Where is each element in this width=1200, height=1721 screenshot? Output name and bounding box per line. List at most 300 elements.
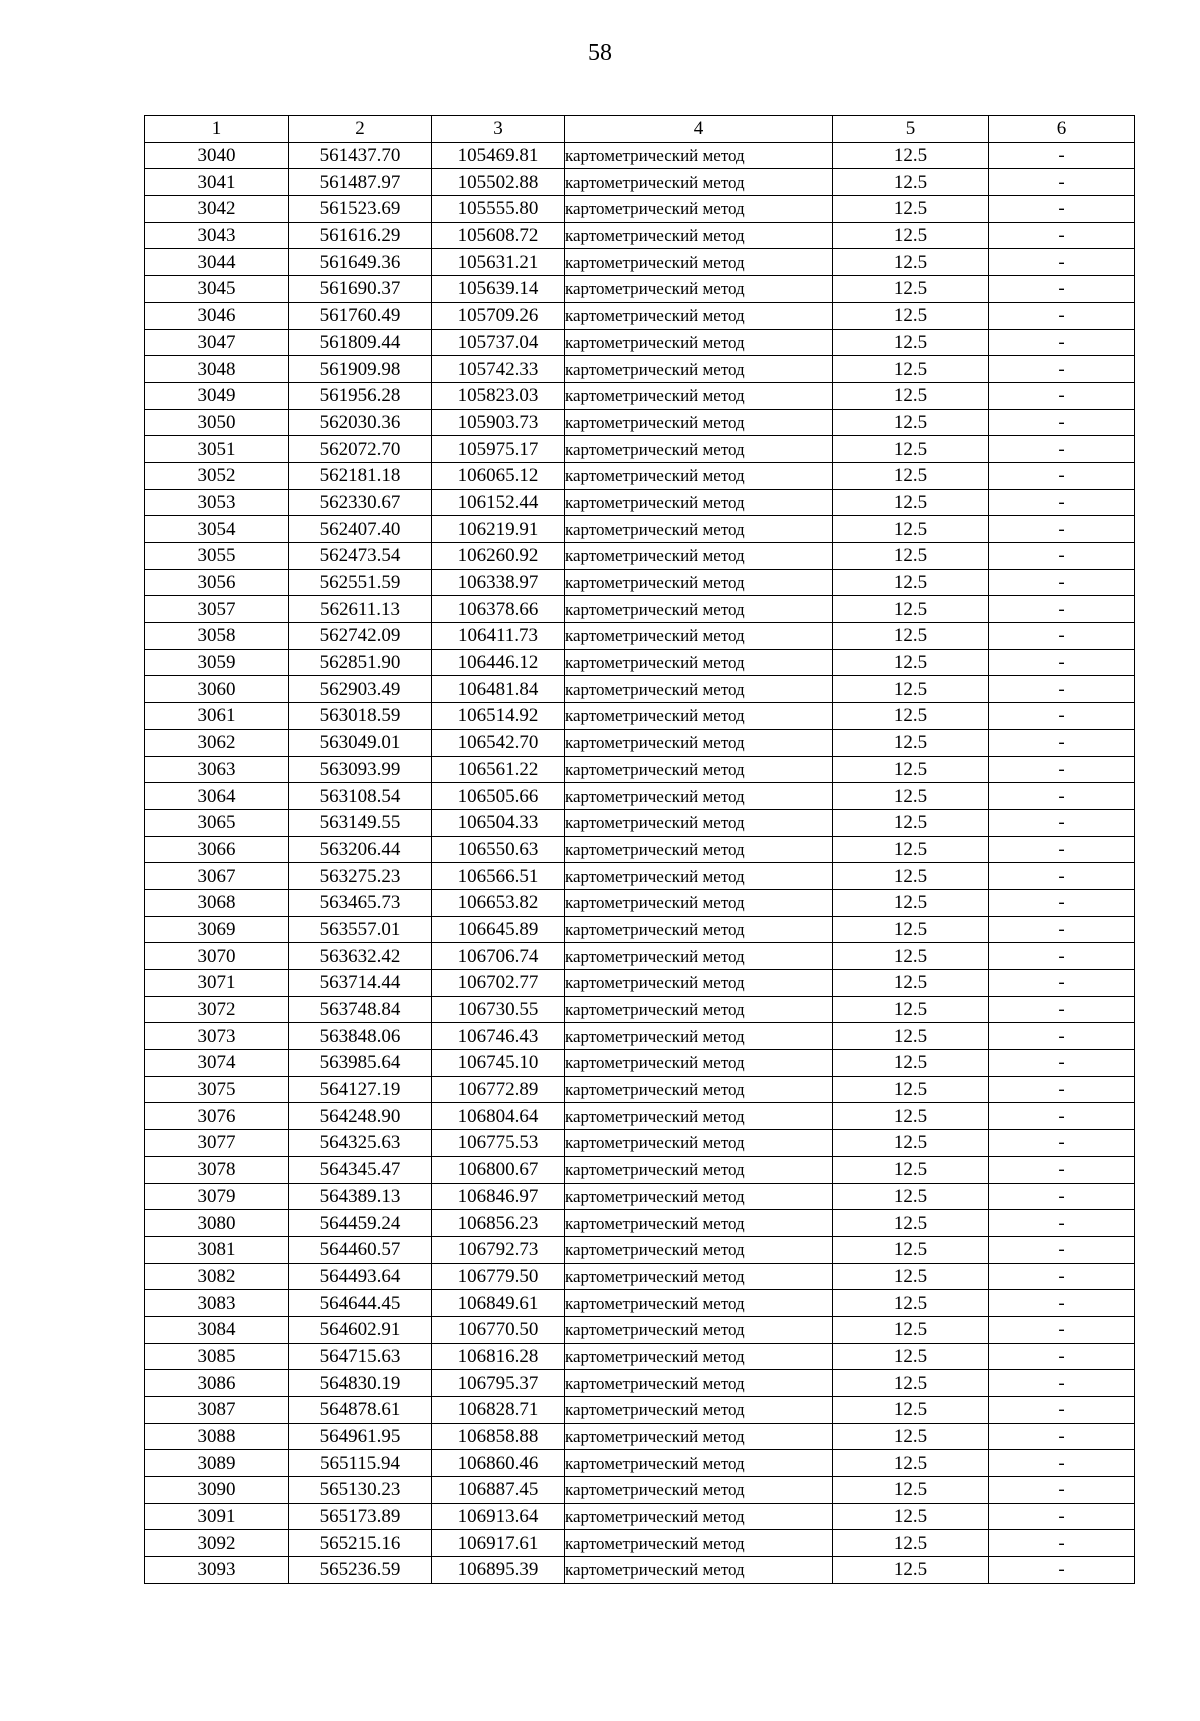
table-row bbox=[145, 543, 1135, 570]
cell-method: картометрический метод bbox=[565, 809, 833, 836]
cell-accuracy: 12.5 bbox=[833, 809, 989, 836]
cell-y-coordinate: 106887.45 bbox=[432, 1477, 565, 1504]
cell-point-number: 3070 bbox=[145, 943, 289, 970]
cell-x-coordinate: 562742.09 bbox=[289, 623, 432, 650]
cell-point-number: 3059 bbox=[145, 649, 289, 676]
cell-y-coordinate: 106561.22 bbox=[432, 756, 565, 783]
table-row bbox=[145, 1530, 1135, 1557]
cell-method: картометрический метод bbox=[565, 1503, 833, 1530]
cell-x-coordinate: 563108.54 bbox=[289, 783, 432, 810]
cell-y-coordinate: 105903.73 bbox=[432, 409, 565, 436]
cell-y-coordinate: 106800.67 bbox=[432, 1156, 565, 1183]
table-row bbox=[145, 1263, 1135, 1290]
cell-x-coordinate: 564830.19 bbox=[289, 1370, 432, 1397]
cell-y-coordinate: 105639.14 bbox=[432, 276, 565, 303]
cell-note: - bbox=[989, 436, 1135, 463]
cell-method: картометрический метод bbox=[565, 863, 833, 890]
cell-x-coordinate: 563018.59 bbox=[289, 703, 432, 730]
cell-accuracy: 12.5 bbox=[833, 249, 989, 276]
cell-method: картометрический метод bbox=[565, 729, 833, 756]
cell-x-coordinate: 562181.18 bbox=[289, 462, 432, 489]
cell-x-coordinate: 561487.97 bbox=[289, 169, 432, 196]
cell-method: картометрический метод bbox=[565, 409, 833, 436]
cell-y-coordinate: 106860.46 bbox=[432, 1450, 565, 1477]
cell-point-number: 3055 bbox=[145, 543, 289, 570]
cell-point-number: 3061 bbox=[145, 703, 289, 730]
cell-point-number: 3069 bbox=[145, 916, 289, 943]
cell-point-number: 3084 bbox=[145, 1316, 289, 1343]
cell-method: картометрический метод bbox=[565, 1557, 833, 1584]
cell-method: картометрический метод bbox=[565, 1397, 833, 1424]
table-header-row bbox=[145, 116, 1135, 143]
cell-method: картометрический метод bbox=[565, 836, 833, 863]
cell-x-coordinate: 563748.84 bbox=[289, 996, 432, 1023]
cell-y-coordinate: 106706.74 bbox=[432, 943, 565, 970]
cell-accuracy: 12.5 bbox=[833, 382, 989, 409]
cell-y-coordinate: 106260.92 bbox=[432, 543, 565, 570]
table-row bbox=[145, 863, 1135, 890]
table-row bbox=[145, 1236, 1135, 1263]
column-header-2: 2 bbox=[289, 116, 432, 143]
cell-method: картометрический метод bbox=[565, 356, 833, 383]
table-row bbox=[145, 329, 1135, 356]
cell-point-number: 3053 bbox=[145, 489, 289, 516]
cell-note: - bbox=[989, 356, 1135, 383]
cell-y-coordinate: 106542.70 bbox=[432, 729, 565, 756]
cell-y-coordinate: 105975.17 bbox=[432, 436, 565, 463]
cell-point-number: 3048 bbox=[145, 356, 289, 383]
cell-note: - bbox=[989, 916, 1135, 943]
cell-note: - bbox=[989, 302, 1135, 329]
table-row bbox=[145, 729, 1135, 756]
cell-point-number: 3091 bbox=[145, 1503, 289, 1530]
cell-y-coordinate: 105502.88 bbox=[432, 169, 565, 196]
cell-x-coordinate: 562851.90 bbox=[289, 649, 432, 676]
cell-method: картометрический метод bbox=[565, 1423, 833, 1450]
table-row bbox=[145, 970, 1135, 997]
table-row bbox=[145, 222, 1135, 249]
cell-y-coordinate: 106917.61 bbox=[432, 1530, 565, 1557]
cell-y-coordinate: 106856.23 bbox=[432, 1210, 565, 1237]
cell-y-coordinate: 105709.26 bbox=[432, 302, 565, 329]
cell-accuracy: 12.5 bbox=[833, 543, 989, 570]
cell-x-coordinate: 565173.89 bbox=[289, 1503, 432, 1530]
cell-y-coordinate: 106550.63 bbox=[432, 836, 565, 863]
cell-note: - bbox=[989, 1263, 1135, 1290]
cell-point-number: 3071 bbox=[145, 970, 289, 997]
cell-method: картометрический метод bbox=[565, 1050, 833, 1077]
cell-x-coordinate: 562330.67 bbox=[289, 489, 432, 516]
cell-y-coordinate: 106645.89 bbox=[432, 916, 565, 943]
cell-method: картометрический метод bbox=[565, 302, 833, 329]
table-row bbox=[145, 249, 1135, 276]
cell-accuracy: 12.5 bbox=[833, 1023, 989, 1050]
cell-accuracy: 12.5 bbox=[833, 1423, 989, 1450]
cell-note: - bbox=[989, 1397, 1135, 1424]
cell-note: - bbox=[989, 382, 1135, 409]
column-header-6: 6 bbox=[989, 116, 1135, 143]
cell-x-coordinate: 563093.99 bbox=[289, 756, 432, 783]
cell-accuracy: 12.5 bbox=[833, 916, 989, 943]
cell-accuracy: 12.5 bbox=[833, 276, 989, 303]
cell-method: картометрический метод bbox=[565, 1343, 833, 1370]
cell-x-coordinate: 563714.44 bbox=[289, 970, 432, 997]
cell-point-number: 3063 bbox=[145, 756, 289, 783]
cell-note: - bbox=[989, 462, 1135, 489]
cell-note: - bbox=[989, 1210, 1135, 1237]
cell-method: картометрический метод bbox=[565, 889, 833, 916]
cell-note: - bbox=[989, 836, 1135, 863]
cell-y-coordinate: 106846.97 bbox=[432, 1183, 565, 1210]
cell-point-number: 3041 bbox=[145, 169, 289, 196]
cell-note: - bbox=[989, 569, 1135, 596]
cell-point-number: 3049 bbox=[145, 382, 289, 409]
cell-accuracy: 12.5 bbox=[833, 1156, 989, 1183]
cell-method: картометрический метод bbox=[565, 516, 833, 543]
table-row bbox=[145, 596, 1135, 623]
column-header-4: 4 bbox=[565, 116, 833, 143]
cell-y-coordinate: 106795.37 bbox=[432, 1370, 565, 1397]
cell-x-coordinate: 563557.01 bbox=[289, 916, 432, 943]
cell-accuracy: 12.5 bbox=[833, 836, 989, 863]
cell-y-coordinate: 106219.91 bbox=[432, 516, 565, 543]
table-row bbox=[145, 1076, 1135, 1103]
cell-accuracy: 12.5 bbox=[833, 329, 989, 356]
cell-y-coordinate: 105608.72 bbox=[432, 222, 565, 249]
cell-y-coordinate: 105555.80 bbox=[432, 196, 565, 223]
cell-accuracy: 12.5 bbox=[833, 676, 989, 703]
cell-method: картометрический метод bbox=[565, 1290, 833, 1317]
cell-accuracy: 12.5 bbox=[833, 1210, 989, 1237]
cell-note: - bbox=[989, 1050, 1135, 1077]
cell-point-number: 3075 bbox=[145, 1076, 289, 1103]
cell-accuracy: 12.5 bbox=[833, 1557, 989, 1584]
cell-x-coordinate: 564127.19 bbox=[289, 1076, 432, 1103]
cell-note: - bbox=[989, 1130, 1135, 1157]
cell-y-coordinate: 106338.97 bbox=[432, 569, 565, 596]
cell-method: картометрический метод bbox=[565, 1183, 833, 1210]
cell-note: - bbox=[989, 196, 1135, 223]
cell-point-number: 3065 bbox=[145, 809, 289, 836]
cell-method: картометрический метод bbox=[565, 996, 833, 1023]
cell-x-coordinate: 565236.59 bbox=[289, 1557, 432, 1584]
cell-accuracy: 12.5 bbox=[833, 1450, 989, 1477]
cell-y-coordinate: 106775.53 bbox=[432, 1130, 565, 1157]
cell-accuracy: 12.5 bbox=[833, 1477, 989, 1504]
cell-accuracy: 12.5 bbox=[833, 943, 989, 970]
cell-point-number: 3057 bbox=[145, 596, 289, 623]
column-header-1: 1 bbox=[145, 116, 289, 143]
cell-note: - bbox=[989, 1156, 1135, 1183]
cell-method: картометрический метод bbox=[565, 623, 833, 650]
cell-note: - bbox=[989, 409, 1135, 436]
cell-method: картометрический метод bbox=[565, 1023, 833, 1050]
cell-x-coordinate: 565215.16 bbox=[289, 1530, 432, 1557]
cell-x-coordinate: 561437.70 bbox=[289, 142, 432, 169]
cell-x-coordinate: 564325.63 bbox=[289, 1130, 432, 1157]
cell-point-number: 3044 bbox=[145, 249, 289, 276]
cell-accuracy: 12.5 bbox=[833, 1263, 989, 1290]
cell-accuracy: 12.5 bbox=[833, 623, 989, 650]
table-row bbox=[145, 276, 1135, 303]
cell-point-number: 3043 bbox=[145, 222, 289, 249]
cell-note: - bbox=[989, 649, 1135, 676]
cell-accuracy: 12.5 bbox=[833, 409, 989, 436]
cell-y-coordinate: 106745.10 bbox=[432, 1050, 565, 1077]
cell-accuracy: 12.5 bbox=[833, 1183, 989, 1210]
cell-y-coordinate: 106504.33 bbox=[432, 809, 565, 836]
cell-x-coordinate: 561909.98 bbox=[289, 356, 432, 383]
table-row bbox=[145, 489, 1135, 516]
cell-note: - bbox=[989, 943, 1135, 970]
cell-note: - bbox=[989, 329, 1135, 356]
cell-accuracy: 12.5 bbox=[833, 356, 989, 383]
cell-y-coordinate: 106858.88 bbox=[432, 1423, 565, 1450]
column-header-3: 3 bbox=[432, 116, 565, 143]
table-row bbox=[145, 1050, 1135, 1077]
table-row bbox=[145, 1316, 1135, 1343]
cell-method: картометрический метод bbox=[565, 222, 833, 249]
cell-note: - bbox=[989, 276, 1135, 303]
cell-accuracy: 12.5 bbox=[833, 1130, 989, 1157]
cell-note: - bbox=[989, 863, 1135, 890]
cell-y-coordinate: 106913.64 bbox=[432, 1503, 565, 1530]
cell-point-number: 3046 bbox=[145, 302, 289, 329]
cell-point-number: 3047 bbox=[145, 329, 289, 356]
cell-point-number: 3076 bbox=[145, 1103, 289, 1130]
cell-x-coordinate: 563149.55 bbox=[289, 809, 432, 836]
cell-x-coordinate: 561809.44 bbox=[289, 329, 432, 356]
cell-accuracy: 12.5 bbox=[833, 1236, 989, 1263]
cell-method: картометрический метод bbox=[565, 1236, 833, 1263]
cell-y-coordinate: 106446.12 bbox=[432, 649, 565, 676]
cell-y-coordinate: 106849.61 bbox=[432, 1290, 565, 1317]
cell-x-coordinate: 564878.61 bbox=[289, 1397, 432, 1424]
cell-point-number: 3045 bbox=[145, 276, 289, 303]
cell-accuracy: 12.5 bbox=[833, 196, 989, 223]
cell-point-number: 3083 bbox=[145, 1290, 289, 1317]
table-row bbox=[145, 356, 1135, 383]
cell-method: картометрический метод bbox=[565, 649, 833, 676]
cell-y-coordinate: 106895.39 bbox=[432, 1557, 565, 1584]
cell-method: картометрический метод bbox=[565, 1263, 833, 1290]
cell-x-coordinate: 563206.44 bbox=[289, 836, 432, 863]
cell-note: - bbox=[989, 1370, 1135, 1397]
cell-y-coordinate: 106411.73 bbox=[432, 623, 565, 650]
table-row bbox=[145, 1210, 1135, 1237]
cell-method: картометрический метод bbox=[565, 462, 833, 489]
table-row bbox=[145, 1343, 1135, 1370]
cell-method: картометрический метод bbox=[565, 142, 833, 169]
cell-x-coordinate: 564715.63 bbox=[289, 1343, 432, 1370]
cell-method: картометрический метод bbox=[565, 276, 833, 303]
cell-x-coordinate: 564602.91 bbox=[289, 1316, 432, 1343]
cell-x-coordinate: 564248.90 bbox=[289, 1103, 432, 1130]
cell-method: картометрический метод bbox=[565, 382, 833, 409]
cell-y-coordinate: 106378.66 bbox=[432, 596, 565, 623]
cell-x-coordinate: 564459.24 bbox=[289, 1210, 432, 1237]
table-row bbox=[145, 996, 1135, 1023]
cell-x-coordinate: 563049.01 bbox=[289, 729, 432, 756]
cell-note: - bbox=[989, 1423, 1135, 1450]
table-row bbox=[145, 1156, 1135, 1183]
column-header-5: 5 bbox=[833, 116, 989, 143]
cell-accuracy: 12.5 bbox=[833, 756, 989, 783]
cell-point-number: 3068 bbox=[145, 889, 289, 916]
cell-x-coordinate: 561956.28 bbox=[289, 382, 432, 409]
cell-accuracy: 12.5 bbox=[833, 863, 989, 890]
cell-note: - bbox=[989, 1503, 1135, 1530]
cell-note: - bbox=[989, 1530, 1135, 1557]
cell-accuracy: 12.5 bbox=[833, 1316, 989, 1343]
cell-method: картометрический метод bbox=[565, 970, 833, 997]
cell-method: картометрический метод bbox=[565, 1156, 833, 1183]
table-row bbox=[145, 676, 1135, 703]
cell-accuracy: 12.5 bbox=[833, 596, 989, 623]
cell-point-number: 3080 bbox=[145, 1210, 289, 1237]
cell-x-coordinate: 561616.29 bbox=[289, 222, 432, 249]
cell-accuracy: 12.5 bbox=[833, 1050, 989, 1077]
cell-x-coordinate: 563465.73 bbox=[289, 889, 432, 916]
table-row bbox=[145, 943, 1135, 970]
cell-point-number: 3056 bbox=[145, 569, 289, 596]
cell-note: - bbox=[989, 809, 1135, 836]
cell-point-number: 3051 bbox=[145, 436, 289, 463]
table-row bbox=[145, 382, 1135, 409]
table-row bbox=[145, 836, 1135, 863]
cell-note: - bbox=[989, 1183, 1135, 1210]
cell-point-number: 3054 bbox=[145, 516, 289, 543]
cell-y-coordinate: 105469.81 bbox=[432, 142, 565, 169]
cell-point-number: 3085 bbox=[145, 1343, 289, 1370]
coordinates-table bbox=[144, 115, 1135, 1584]
cell-y-coordinate: 105737.04 bbox=[432, 329, 565, 356]
cell-note: - bbox=[989, 596, 1135, 623]
cell-method: картометрический метод bbox=[565, 1316, 833, 1343]
cell-method: картометрический метод bbox=[565, 703, 833, 730]
cell-accuracy: 12.5 bbox=[833, 1530, 989, 1557]
cell-x-coordinate: 562407.40 bbox=[289, 516, 432, 543]
cell-accuracy: 12.5 bbox=[833, 649, 989, 676]
cell-note: - bbox=[989, 970, 1135, 997]
cell-note: - bbox=[989, 1477, 1135, 1504]
table-row bbox=[145, 809, 1135, 836]
cell-note: - bbox=[989, 889, 1135, 916]
cell-y-coordinate: 105631.21 bbox=[432, 249, 565, 276]
cell-accuracy: 12.5 bbox=[833, 1370, 989, 1397]
table-body bbox=[145, 142, 1135, 1583]
table-row bbox=[145, 196, 1135, 223]
cell-x-coordinate: 562072.70 bbox=[289, 436, 432, 463]
cell-point-number: 3040 bbox=[145, 142, 289, 169]
cell-note: - bbox=[989, 1343, 1135, 1370]
table-row bbox=[145, 1477, 1135, 1504]
cell-y-coordinate: 106792.73 bbox=[432, 1236, 565, 1263]
cell-y-coordinate: 106804.64 bbox=[432, 1103, 565, 1130]
cell-note: - bbox=[989, 1557, 1135, 1584]
table-row bbox=[145, 1503, 1135, 1530]
cell-x-coordinate: 562473.54 bbox=[289, 543, 432, 570]
cell-note: - bbox=[989, 142, 1135, 169]
table-row bbox=[145, 1397, 1135, 1424]
cell-accuracy: 12.5 bbox=[833, 889, 989, 916]
cell-x-coordinate: 562030.36 bbox=[289, 409, 432, 436]
cell-note: - bbox=[989, 623, 1135, 650]
cell-point-number: 3067 bbox=[145, 863, 289, 890]
cell-note: - bbox=[989, 1290, 1135, 1317]
cell-accuracy: 12.5 bbox=[833, 489, 989, 516]
cell-point-number: 3086 bbox=[145, 1370, 289, 1397]
cell-y-coordinate: 106481.84 bbox=[432, 676, 565, 703]
table-row bbox=[145, 916, 1135, 943]
cell-method: картометрический метод bbox=[565, 249, 833, 276]
table-row bbox=[145, 302, 1135, 329]
cell-x-coordinate: 562551.59 bbox=[289, 569, 432, 596]
cell-x-coordinate: 563275.23 bbox=[289, 863, 432, 890]
table-row bbox=[145, 1103, 1135, 1130]
cell-x-coordinate: 564389.13 bbox=[289, 1183, 432, 1210]
table-row bbox=[145, 142, 1135, 169]
cell-accuracy: 12.5 bbox=[833, 1503, 989, 1530]
cell-method: картометрический метод bbox=[565, 943, 833, 970]
cell-x-coordinate: 561690.37 bbox=[289, 276, 432, 303]
cell-accuracy: 12.5 bbox=[833, 1343, 989, 1370]
cell-point-number: 3062 bbox=[145, 729, 289, 756]
cell-note: - bbox=[989, 249, 1135, 276]
cell-method: картометрический метод bbox=[565, 1477, 833, 1504]
cell-method: картометрический метод bbox=[565, 596, 833, 623]
cell-point-number: 3082 bbox=[145, 1263, 289, 1290]
table-row bbox=[145, 1423, 1135, 1450]
cell-note: - bbox=[989, 1076, 1135, 1103]
cell-y-coordinate: 105823.03 bbox=[432, 382, 565, 409]
table-row bbox=[145, 409, 1135, 436]
cell-note: - bbox=[989, 703, 1135, 730]
cell-x-coordinate: 562611.13 bbox=[289, 596, 432, 623]
cell-point-number: 3088 bbox=[145, 1423, 289, 1450]
cell-x-coordinate: 563848.06 bbox=[289, 1023, 432, 1050]
cell-y-coordinate: 106746.43 bbox=[432, 1023, 565, 1050]
cell-method: картометрический метод bbox=[565, 436, 833, 463]
cell-y-coordinate: 106779.50 bbox=[432, 1263, 565, 1290]
cell-note: - bbox=[989, 543, 1135, 570]
table-row bbox=[145, 1023, 1135, 1050]
cell-x-coordinate: 564460.57 bbox=[289, 1236, 432, 1263]
cell-method: картометрический метод bbox=[565, 783, 833, 810]
cell-y-coordinate: 106772.89 bbox=[432, 1076, 565, 1103]
cell-accuracy: 12.5 bbox=[833, 516, 989, 543]
cell-point-number: 3093 bbox=[145, 1557, 289, 1584]
table-row bbox=[145, 623, 1135, 650]
table-row bbox=[145, 1183, 1135, 1210]
cell-point-number: 3089 bbox=[145, 1450, 289, 1477]
cell-x-coordinate: 565130.23 bbox=[289, 1477, 432, 1504]
table-row bbox=[145, 783, 1135, 810]
cell-x-coordinate: 561523.69 bbox=[289, 196, 432, 223]
cell-y-coordinate: 106653.82 bbox=[432, 889, 565, 916]
cell-method: картометрический метод bbox=[565, 569, 833, 596]
cell-x-coordinate: 563985.64 bbox=[289, 1050, 432, 1077]
cell-note: - bbox=[989, 676, 1135, 703]
cell-method: картометрический метод bbox=[565, 1076, 833, 1103]
table-row bbox=[145, 1557, 1135, 1584]
cell-point-number: 3073 bbox=[145, 1023, 289, 1050]
cell-note: - bbox=[989, 222, 1135, 249]
table-row bbox=[145, 649, 1135, 676]
cell-point-number: 3081 bbox=[145, 1236, 289, 1263]
cell-note: - bbox=[989, 783, 1135, 810]
cell-point-number: 3066 bbox=[145, 836, 289, 863]
